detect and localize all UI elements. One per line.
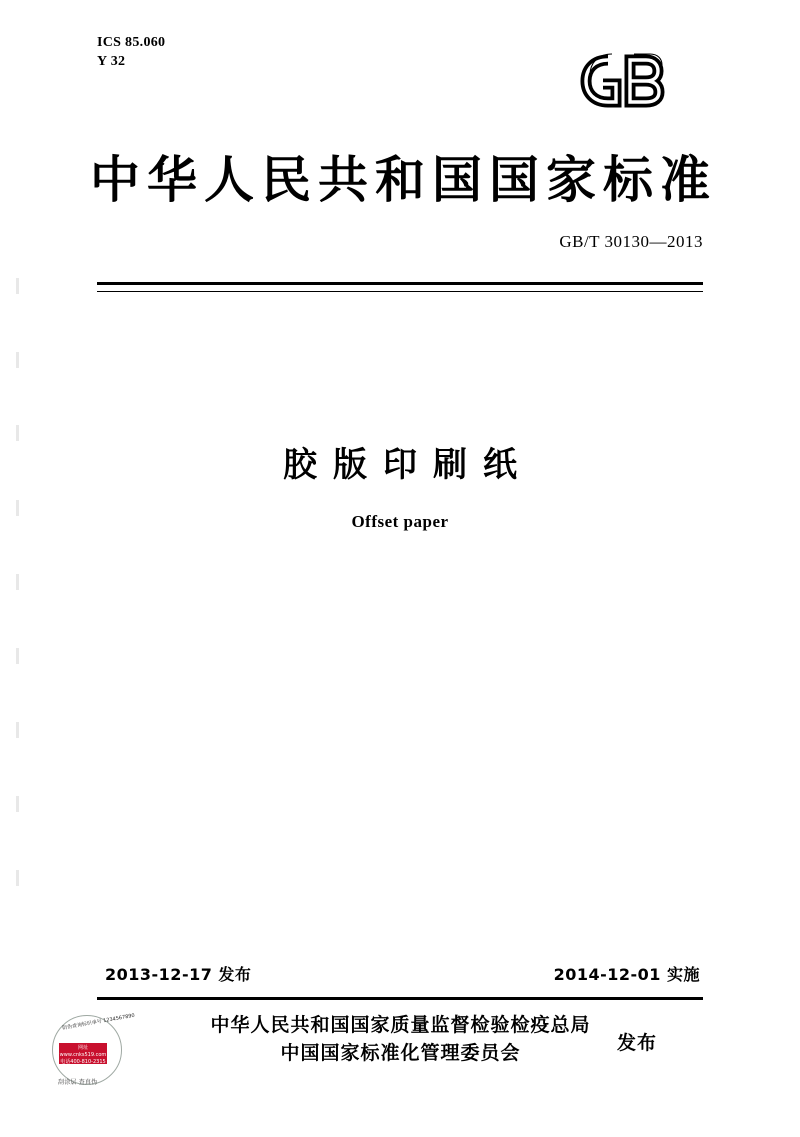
seal-info-box <box>59 1043 107 1064</box>
seal-caption: 刮涂层 查真伪 <box>58 1079 98 1086</box>
margin-mark <box>16 352 19 368</box>
seal-vertical-text: 防伪查询标识单号 1234567890 <box>61 1012 136 1032</box>
margin-mark <box>16 574 19 590</box>
header-rule-thin <box>97 291 703 292</box>
seal-phone: 电话400-810-2315 <box>60 1059 106 1064</box>
margin-mark <box>16 425 19 441</box>
margin-mark <box>16 648 19 664</box>
issue-date: 2013-12-17 发布 <box>105 965 252 984</box>
margin-mark <box>16 870 19 886</box>
anti-counterfeit-seal <box>52 1012 136 1089</box>
effective-date: 2014-12-01 实施 <box>553 965 700 984</box>
issuer-line-2: 中国国家标准化管理委员会 <box>280 1042 521 1064</box>
standard-number: GB/T 30130—2013 <box>559 232 703 251</box>
gb-logo-icon <box>558 40 718 122</box>
issue-verb: 发布 <box>617 1032 658 1054</box>
classification-code: Y 32 <box>97 54 126 69</box>
page-title: 中华人民共和国国家标准 <box>90 151 717 209</box>
margin-mark <box>16 722 19 738</box>
ics-code: ICS 85.060 <box>97 35 166 50</box>
margin-mark <box>16 796 19 812</box>
margin-mark <box>16 500 19 516</box>
footer-rule <box>97 997 703 1000</box>
seal-website: 网址www.cnks519.com <box>59 1045 107 1058</box>
document-title-english: Offset paper <box>351 512 449 531</box>
document-title-chinese: 胶版印刷纸 <box>283 445 533 485</box>
issuer-line-1: 中华人民共和国国家质量监督检验检疫总局 <box>210 1014 591 1036</box>
margin-mark <box>16 278 19 294</box>
header-rule-thick <box>97 282 703 285</box>
ics-classification-block <box>97 33 165 71</box>
